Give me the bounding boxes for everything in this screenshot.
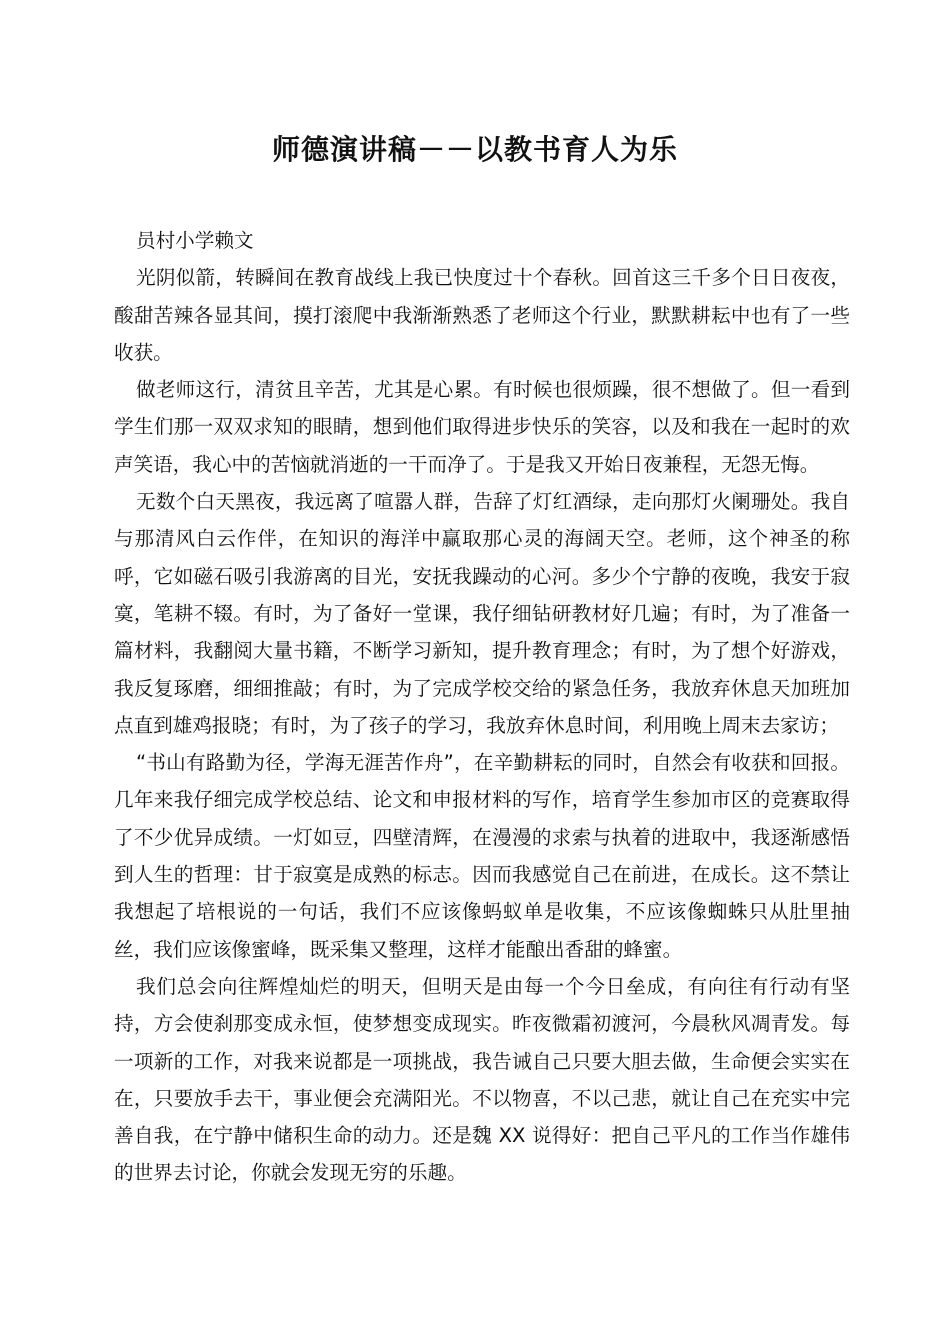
- paragraph-5: 我们总会向往辉煌灿烂的明天，但明天是由每一个今日垒成，有向往有行动有坚持，方会使刹那变成永恒，使梦想变成现实。昨夜微霜初渡河，今晨秋风凋青发。每一项新的工作，对我来说都是一项挑战，我告诫自己只要大胆去做，生命便会实实在在，只要放手去干，事业便会充满阳光。不以物喜，不以己悲，就让自己在充实中完善自我，在宁静中储积生命的动力。还是魏 XX 说得好：把自己平凡的工作当作雄伟的世界去讨论，你就会发现无穷的乐趣。: [114, 974, 850, 1185]
- document-title: 师德演讲稿－－以教书育人为乐: [271, 133, 678, 166]
- paragraph-4: “书山有路勤为径，学海无涯苦作舟”，在辛勤耕耘的同时，自然会有收获和回报。几年来我仔细完成学校总结、论文和申报材料的写作，培育学生参加市区的竞赛取得了不少优异成绩。一灯如豆，四壁清辉，在漫漫的求索与执着的进取中，我逐渐感悟到人生的哲理：甘于寂寞是成熟的标志。因而我感觉自己在前进，在成长。这不禁让我想起了培根说的一句话，我们不应该像蚂蚁单是收集，不应该像蜘蛛只从肚里抽丝，我们应该像蜜峰，既采集又整理，这样才能酿出香甜的蜂蜜。: [114, 751, 850, 961]
- paragraph-1: 光阴似箭，转瞬间在教育战线上我已快度过十个春秋。回首这三千多个日日夜夜，酸甜苦辣各显其间，摸打滚爬中我渐渐熟悉了老师这个行业，默默耕耘中也有了一些收获。: [114, 266, 850, 364]
- author-line: 员村小学赖文: [136, 229, 254, 252]
- document-body: [114, 222, 850, 1192]
- paragraph-2: 做老师这行，清贫且辛苦，尤其是心累。有时候也很烦躁，很不想做了。但一看到学生们那一双双求知的眼睛，想到他们取得进步快乐的笑容，以及和我在一起时的欢声笑语，我心中的苦恼就消逝的一干而净了。于是我又开始日夜兼程，无怨无悔。: [114, 378, 850, 476]
- paragraph-3: 无数个白天黑夜，我远离了喧嚣人群，告辞了灯红酒绿，走向那灯火阑珊处。我自与那清风白云作伴，在知识的海洋中赢取那心灵的海阔天空。老师，这个神圣的称呼，它如磁石吸引我游离的目光，安抚我躁动的心河。多少个宁静的夜晚，我安于寂寞，笔耕不辍。有时，为了备好一堂课，我仔细钻研教材好几遍；有时，为了准备一篇材料，我翻阅大量书籍，不断学习新知，提升教育理念；有时，为了想个好游戏，我反复琢磨，细细推敲；有时，为了完成学校交给的紧急任务，我放弃休息天加班加点直到雄鸡报晓；有时，为了孩子的学习，我放弃休息时间，利用晚上周末去家访；: [114, 490, 850, 737]
